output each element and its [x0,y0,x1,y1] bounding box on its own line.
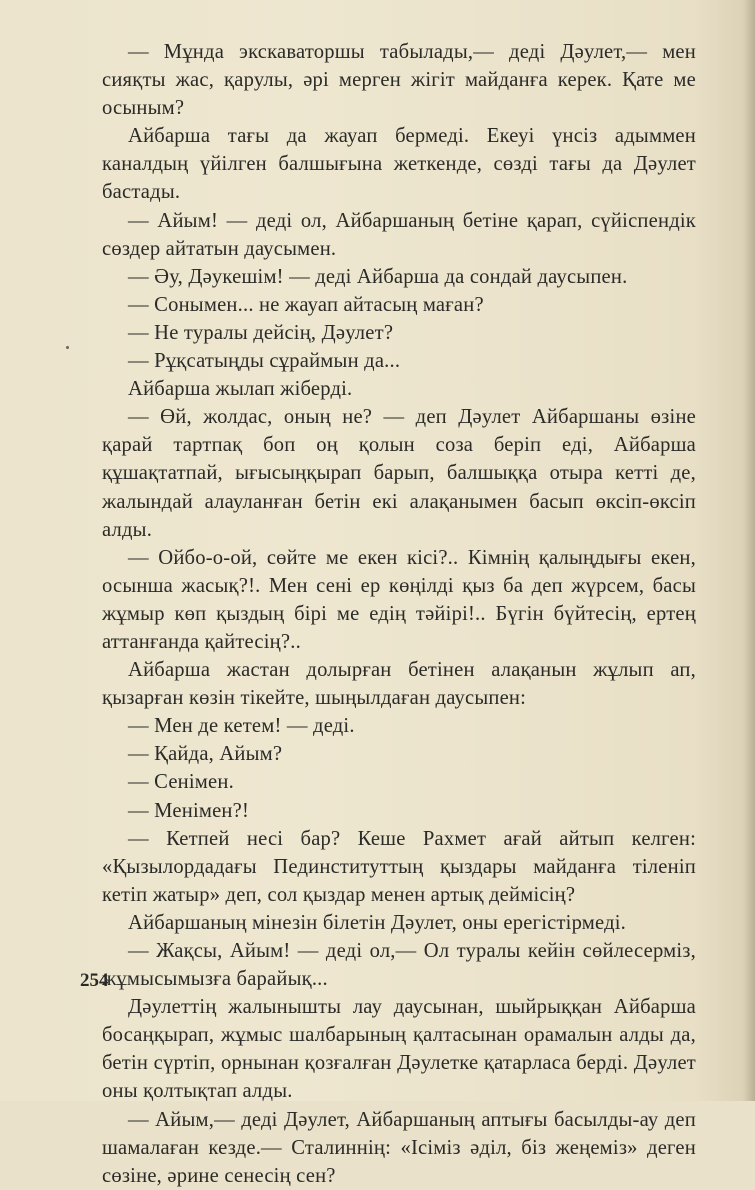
paragraph: Айбарша жастан долырған бетінен алақанын жұлып ап, қызарған көзін тікейте, шыңылдаған даусыпен: [102,659,696,710]
paragraph: — Айым,— деді Дәулет, Айбаршаның аптығы басылды-ау деп шамалаған кезде.— Сталиннің: «Ісіміз әділ, біз жеңеміз» деген сөзіне, әрине сенесің сен? [102,1108,696,1187]
paragraph: Айбарша жылап жіберді. [128,378,353,401]
paragraph: — Не туралы дейсің, Дәулет? [128,321,394,344]
paragraph: Дәулеттің жалынышты лау даусынан, шыйрыққан Айбарша босаңқырап, жұмыс шалбарының қалтасынан орамалын алды да, бетін сүртіп, орнынан қозғалған Дәулетке қатарласа берді. Дәулет оны қолтықтап алды. [102,996,696,1103]
paragraph: — Өй, жолдас, оның не? — деп Дәулет Айбаршаны өзіне қарай тартпақ боп оң қолын соза беріп еді, Айбарша құшақтатпай, ығысыңқырап барып, балшыққа отыра кетті де, жалындай алауланған бетін екі алақанымен басып өксіп-өксіп алды. [102,406,696,541]
paragraph: — Мұнда экскаваторшы табылады,— деді Дәулет,— мен сияқты жас, қарулы, әрі мерген жігіт майданға керек. Қате ме осыным? [102,41,696,120]
page-text [102,38,696,1190]
paragraph: — Айым! — деді ол, Айбаршаның бетіне қарап, сүйіспендік сөздер айтатын даусымен. [102,209,696,260]
paragraph: — Мен де кетем! — деді. [128,715,355,738]
paper-speck [66,346,69,349]
paragraph: — Сонымен... не жауап айтасың маған? [128,293,484,316]
paragraph: — Менімен?! [128,799,250,822]
page-edge-shadow [743,0,755,1101]
paragraph: Айбарша тағы да жауап бермеді. Екеуі үнсіз адыммен каналдың үйілген балшығына жеткенде, сөзді тағы да Дәулет бастады. [102,125,696,204]
paragraph: — Жақсы, Айым! — деді ол,— Ол туралы кейін сөйлесерміз, жұмысымызға барайық... [102,940,696,991]
paragraph: — Қайда, Айым? [128,743,283,766]
paragraph: — Әу, Дәукешім! — деді Айбарша да сондай даусыпен. [128,265,628,288]
paragraph: — Кетпей несі бар? Кеше Рахмет ағай айтып келген: «Қызылордадағы Пединституттың қыздары майданға тіленіп кетіп жатыр» деп, сол қыздар менен артық деймісің? [102,827,696,906]
paragraph: — Ойбо-о-ой, сөйте ме екен кісі?.. Кімнің қалыңдығы екен, осынша жасық?!. Мен сені ер көңілді қыз ба деп жүрсем, басы жұмыр көп қыздың бірі ме едің тәйірі!.. Бүгін бүйтесің, ертең аттанғанда қайтесің?.. [102,546,696,653]
paragraph: — Рұқсатыңды сұраймын да... [128,350,401,373]
paragraph: Айбаршаның мінезін білетін Дәулет, оны ерегістірмеді. [128,911,627,934]
paragraph: — Сенімен. [128,771,234,794]
page-number: 254 [80,970,109,991]
